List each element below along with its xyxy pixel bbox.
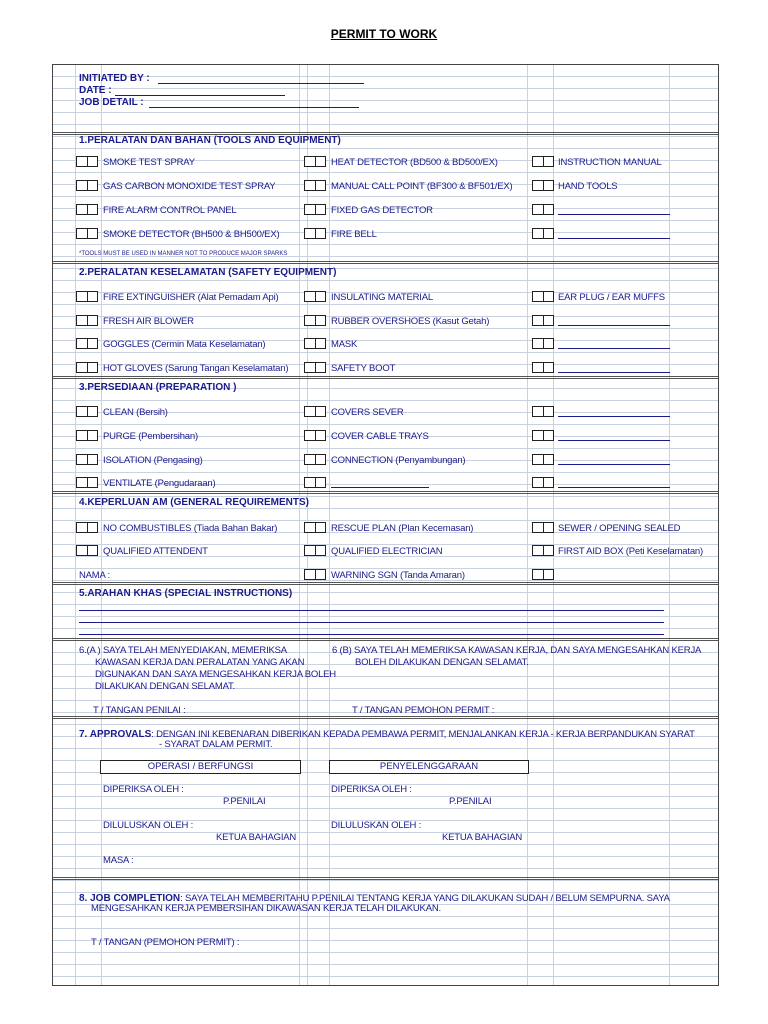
other-field-2[interactable] [558,238,670,239]
item-goggles: GOGGLES (Cermin Mata Keselamatan) [103,339,266,350]
other-field-8[interactable] [558,464,670,465]
item-heat-detector: HEAT DETECTOR (BD500 & BD500/EX) [331,157,498,168]
checkbox-rescue-plan[interactable] [304,522,326,533]
other-field-4[interactable] [558,348,670,349]
approvals-text-1: : DENGAN INI KEBENARAN DIBERIKAN KEPADA PEMBAWA PERMIT, MENJALANKAN KERJA - KERJA BERPANDUKAN SYARAT [151,729,695,740]
tools-note: *TOOLS MUST BE USED IN MANNER NOT TO PRODUCE MAJOR SPARKS [79,251,288,257]
checkbox-goggles[interactable] [76,338,98,349]
checkbox-smoke-test-spray[interactable] [76,156,98,167]
checkbox-other-4[interactable] [532,338,554,349]
item-ventilate: VENTILATE (Pengudaraan) [103,478,216,489]
section-5-title: 5.ARAHAN KHAS (SPECIAL INSTRUCTIONS) [79,588,293,599]
checkbox-instruction-manual[interactable] [532,156,554,167]
checkbox-clean[interactable] [76,406,98,417]
section-3-title: 3.PERSEDIAAN (PREPARATION ) [79,382,237,393]
item-sewer-sealed: SEWER / OPENING SEALED [558,523,681,534]
special-instructions-line-2[interactable] [79,622,664,623]
other-field-10[interactable] [558,487,670,488]
checkbox-insulating-material[interactable] [304,291,326,302]
date-field[interactable] [115,95,285,96]
checkbox-other-5[interactable] [532,362,554,373]
checkbox-first-aid-box[interactable] [532,545,554,556]
checkbox-other-1[interactable] [532,204,554,215]
item-manual-call-point: MANUAL CALL POINT (BF300 & BF501/EX) [331,181,513,192]
item-smoke-test-spray: SMOKE TEST SPRAY [103,157,195,168]
item-fire-extinguisher: FIRE EXTINGUISHER (Alat Pemadam Api) [103,292,279,303]
permit-form [52,64,719,986]
job-detail-field[interactable] [149,107,359,108]
item-ear-plug: EAR PLUG / EAR MUFFS [558,292,665,303]
item-first-aid-box: FIRST AID BOX (Peti Keselamatan) [558,546,703,557]
time-label: MASA : [103,855,134,866]
checkbox-gas-co-spray[interactable] [76,180,98,191]
checkbox-cover-cable-trays[interactable] [304,430,326,441]
checkbox-isolation[interactable] [76,454,98,465]
checkbox-other-10[interactable] [532,477,554,488]
checked-by-right: DIPERIKSA OLEH : [331,784,412,795]
checkbox-qualified-electrician[interactable] [304,545,326,556]
checkbox-sewer-sealed[interactable] [532,522,554,533]
special-instructions-line-3[interactable] [79,634,664,635]
item-insulating-material: INSULATING MATERIAL [331,292,433,303]
initiated-by-label: INITIATED BY : [79,73,150,84]
item-isolation: ISOLATION (Pengasing) [103,455,203,466]
checkbox-fixed-gas-detector[interactable] [304,204,326,215]
declaration-a-line-4: DILAKUKAN DENGAN SELAMAT. [95,681,236,692]
item-fixed-gas-detector: FIXED GAS DETECTOR [331,205,433,216]
checkbox-other-11[interactable] [532,569,554,580]
section-2-title: 2.PERALATAN KESELAMATAN (SAFETY EQUIPMENT) [79,267,337,278]
checkbox-fresh-air-blower[interactable] [76,315,98,326]
checkbox-manual-call-point[interactable] [304,180,326,191]
head-left: KETUA BAHAGIAN [216,832,297,843]
assessor-left: P.PENILAI [223,796,266,807]
completion-signature-label: T / TANGAN (PEMOHON PERMIT) : [91,937,240,948]
checkbox-warning-sign[interactable] [304,569,326,580]
checkbox-safety-boot[interactable] [304,362,326,373]
section-divider [53,491,719,494]
section-divider [53,877,719,880]
section-divider [53,582,719,585]
nama-label: NAMA : [79,570,111,581]
declaration-a-line-1: 6.(A ) SAYA TELAH MENYEDIAKAN, MEMERIKSA [79,645,287,656]
checked-by-left: DIPERIKSA OLEH : [103,784,184,795]
item-cover-cable-trays: COVER CABLE TRAYS [331,431,429,442]
checkbox-other-3[interactable] [532,315,554,326]
item-fire-alarm-panel: FIRE ALARM CONTROL PANEL [103,205,237,216]
item-qualified-electrician: QUALIFIED ELECTRICIAN [331,546,443,557]
checkbox-other-7[interactable] [532,430,554,441]
special-instructions-line-1[interactable] [79,610,664,611]
operasi-box: OPERASI / BERFUNGSI [100,760,301,774]
checkbox-fire-alarm-panel[interactable] [76,204,98,215]
other-field-7[interactable] [558,440,670,441]
declaration-a-line-3: DIGUNAKAN DAN SAYA MENGESAHKAN KERJA BOLEH [95,669,336,680]
section-divider [53,261,719,264]
declaration-b-line-1: 6 (B) SAYA TELAH MEMERIKSA KAWASAN KERJA, DAN SAYA MENGESAHKAN KERJA [332,645,702,656]
section-divider [53,376,719,379]
completion-title: 8. JOB COMPLETION [79,893,181,904]
page-title: PERMIT TO WORK [330,27,438,41]
other-field-9[interactable] [331,487,429,488]
item-instruction-manual: INSTRUCTION MANUAL [558,157,662,168]
applicant-signature-label: T / TANGAN PEMOHON PERMIT : [352,705,495,716]
item-warning-sign: WARNING SGN (Tanda Amaran) [331,570,465,581]
checkbox-qualified-attendent[interactable] [76,545,98,556]
checkbox-fire-extinguisher[interactable] [76,291,98,302]
assessor-right: P.PENILAI [449,796,492,807]
checkbox-hot-gloves[interactable] [76,362,98,373]
checkbox-other-2[interactable] [532,228,554,239]
item-hand-tools: HAND TOOLS [558,181,618,192]
checkbox-ear-plug[interactable] [532,291,554,302]
checkbox-purge[interactable] [76,430,98,441]
checkbox-rubber-overshoes[interactable] [304,315,326,326]
other-field-5[interactable] [558,372,670,373]
item-purge: PURGE (Pembersihan) [103,431,198,442]
item-clean: CLEAN (Bersih) [103,407,168,418]
item-safety-boot: SAFETY BOOT [331,363,396,374]
checkbox-no-combustibles[interactable] [76,522,98,533]
approvals-title: 7. APPROVALS [79,729,152,740]
declaration-a-line-2: KAWASAN KERJA DAN PERALATAN YANG AKAN [95,657,305,668]
section-4-title: 4.KEPERLUAN AM (GENERAL REQUIREMENTS) [79,497,310,508]
item-covers-sever: COVERS SEVER [331,407,404,418]
item-rubber-overshoes: RUBBER OVERSHOES (Kasut Getah) [331,316,490,327]
initiated-by-field[interactable] [158,83,364,84]
completion-text-1: : SAYA TELAH MEMBERITAHU P.PENILAI TENTANG KERJA YANG DILAKUKAN SUDAH / BELUM SEMPURNA. SAYA [180,893,670,904]
checkbox-connection[interactable] [304,454,326,465]
item-fresh-air-blower: FRESH AIR BLOWER [103,316,194,327]
section-1-title: 1.PERALATAN DAN BAHAN (TOOLS AND EQUIPMENT) [79,135,341,146]
other-field-1[interactable] [558,214,670,215]
approved-by-left: DILULUSKAN OLEH : [103,820,194,831]
checkbox-other-9[interactable] [304,477,326,488]
checkbox-smoke-detector[interactable] [76,228,98,239]
other-field-3[interactable] [558,325,670,326]
item-no-combustibles: NO COMBUSTIBLES (Tiada Bahan Bakar) [103,523,278,534]
approved-by-right: DILULUSKAN OLEH : [331,820,422,831]
checkbox-ventilate[interactable] [76,477,98,488]
job-detail-label: JOB DETAIL : [79,97,144,108]
item-connection: CONNECTION (Penyambungan) [331,455,466,466]
checkbox-other-6[interactable] [532,406,554,417]
approvals-text-2: - SYARAT DALAM PERMIT. [159,739,273,750]
checkbox-covers-sever[interactable] [304,406,326,417]
checkbox-heat-detector[interactable] [304,156,326,167]
item-smoke-detector: SMOKE DETECTOR (BH500 & BH500/EX) [103,229,280,240]
declaration-b-line-2: BOLEH DILAKUKAN DENGAN SELAMAT. [355,657,529,668]
checkbox-fire-bell[interactable] [304,228,326,239]
checkbox-mask[interactable] [304,338,326,349]
checkbox-hand-tools[interactable] [532,180,554,191]
section-divider [53,716,719,719]
assessor-signature-label: T / TANGAN PENILAI : [93,705,186,716]
penyelenggaraan-box: PENYELENGGARAAN [329,760,529,774]
completion-text-2: MENGESAHKAN KERJA PEMBERSIHAN DIKAWASAN KERJA TELAH DILAKUKAN. [91,903,441,914]
other-field-6[interactable] [558,416,670,417]
item-qualified-attendent: QUALIFIED ATTENDENT [103,546,208,557]
item-fire-bell: FIRE BELL [331,229,377,240]
item-rescue-plan: RESCUE PLAN (Plan Kecemasan) [331,523,474,534]
item-gas-co-spray: GAS CARBON MONOXIDE TEST SPRAY [103,181,276,192]
item-mask: MASK [331,339,358,350]
item-hot-gloves: HOT GLOVES (Sarung Tangan Keselamatan) [103,363,289,374]
date-label: DATE : [79,85,112,96]
head-right: KETUA BAHAGIAN [442,832,523,843]
checkbox-other-8[interactable] [532,454,554,465]
section-divider [53,638,719,641]
